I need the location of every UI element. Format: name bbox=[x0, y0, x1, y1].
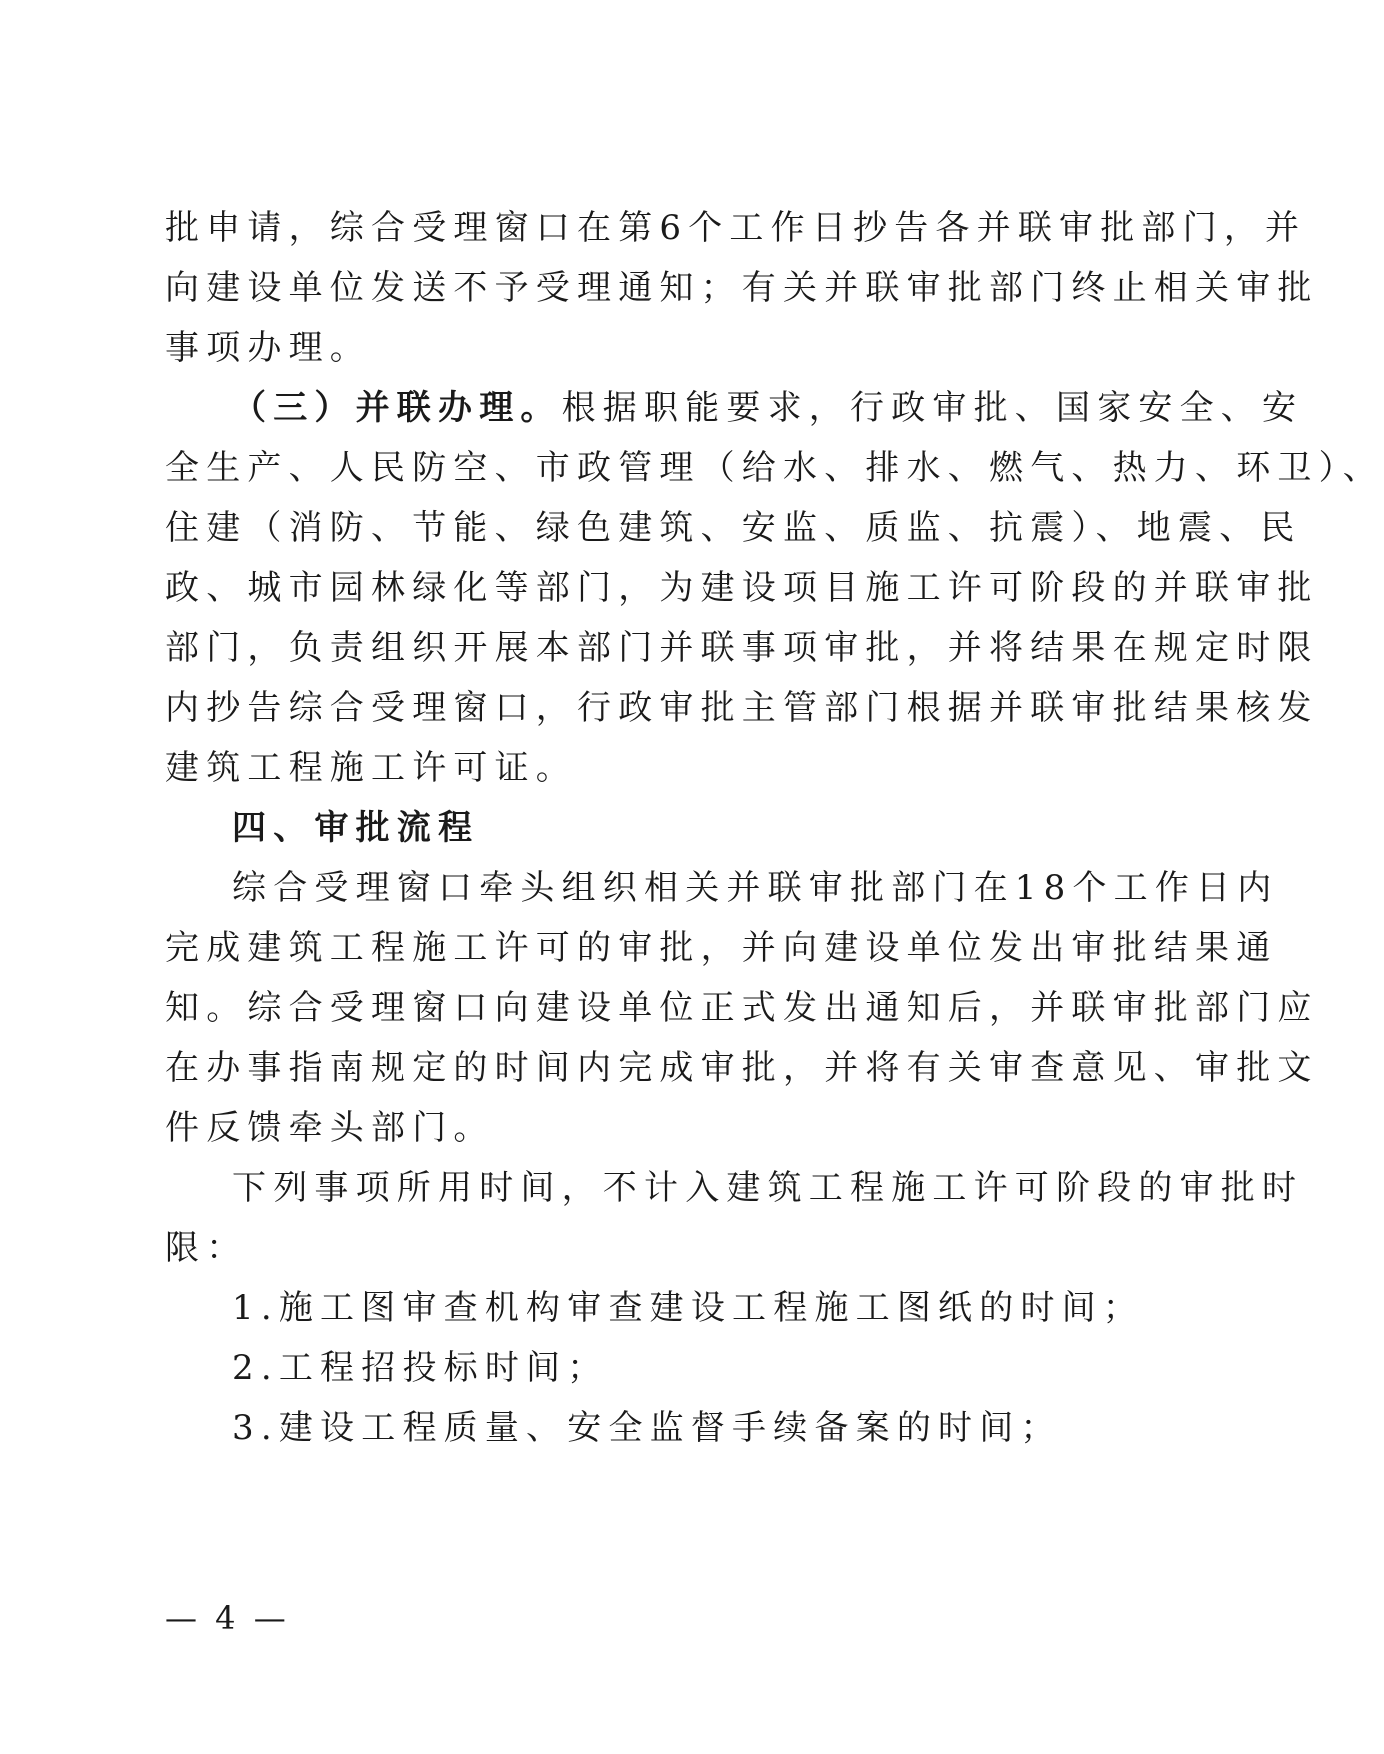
text-line: 向建设单位发送不予受理通知；有关并联审批部门终止相关审批 bbox=[165, 268, 1319, 308]
paragraph-3-rest: 根据职能要求，行政审批、国家安全、安 bbox=[561, 388, 1304, 428]
list-item: 3.建设工程质量、安全监督手续备案的时间； bbox=[232, 1408, 1062, 1448]
text-line: 综合受理窗口牵头组织相关并联审批部门在18个工作日内 bbox=[232, 868, 1279, 908]
list-item: 2.工程招投标时间； bbox=[232, 1348, 609, 1388]
text-line: 批申请，综合受理窗口在第6个工作日抄告各并联审批部门，并 bbox=[165, 208, 1307, 248]
text-line: 内抄告综合受理窗口，行政审批主管部门根据并联审批结果核发 bbox=[165, 688, 1319, 728]
page-number: — 4 — bbox=[165, 1599, 290, 1637]
text-line: 部门，负责组织开展本部门并联事项审批，并将结果在规定时限 bbox=[165, 628, 1319, 668]
text-line: 知。综合受理窗口向建设单位正式发出通知后，并联审批部门应 bbox=[165, 988, 1319, 1028]
text-line: 建筑工程施工许可证。 bbox=[165, 748, 577, 788]
text-line: 事项办理。 bbox=[165, 328, 371, 368]
text-line: 全生产、人民防空、市政管理（给水、排水、燃气、热力、环卫）、 bbox=[165, 448, 1384, 488]
text-line: 政、城市园林绿化等部门，为建设项目施工许可阶段的并联审批 bbox=[165, 568, 1319, 608]
text-line: 在办事指南规定的时间内完成审批，并将有关审查意见、审批文 bbox=[165, 1048, 1319, 1088]
text-line: 限： bbox=[165, 1228, 248, 1268]
text-line: 住建（消防、节能、绿色建筑、安监、质监、抗震）、地震、民 bbox=[165, 508, 1302, 548]
list-item: 1.施工图审查机构审查建设工程施工图纸的时间； bbox=[232, 1288, 1145, 1328]
paragraph-3-lead: （三）并联办理。 bbox=[232, 388, 562, 428]
section-heading: 四、审批流程 bbox=[232, 808, 480, 848]
text-line: 完成建筑工程施工许可的审批，并向建设单位发出审批结果通 bbox=[165, 928, 1278, 968]
text-line: 件反馈牵头部门。 bbox=[165, 1108, 495, 1148]
text-line: 下列事项所用时间，不计入建筑工程施工许可阶段的审批时 bbox=[232, 1168, 1304, 1208]
paragraph-3-first-line bbox=[232, 388, 1304, 428]
